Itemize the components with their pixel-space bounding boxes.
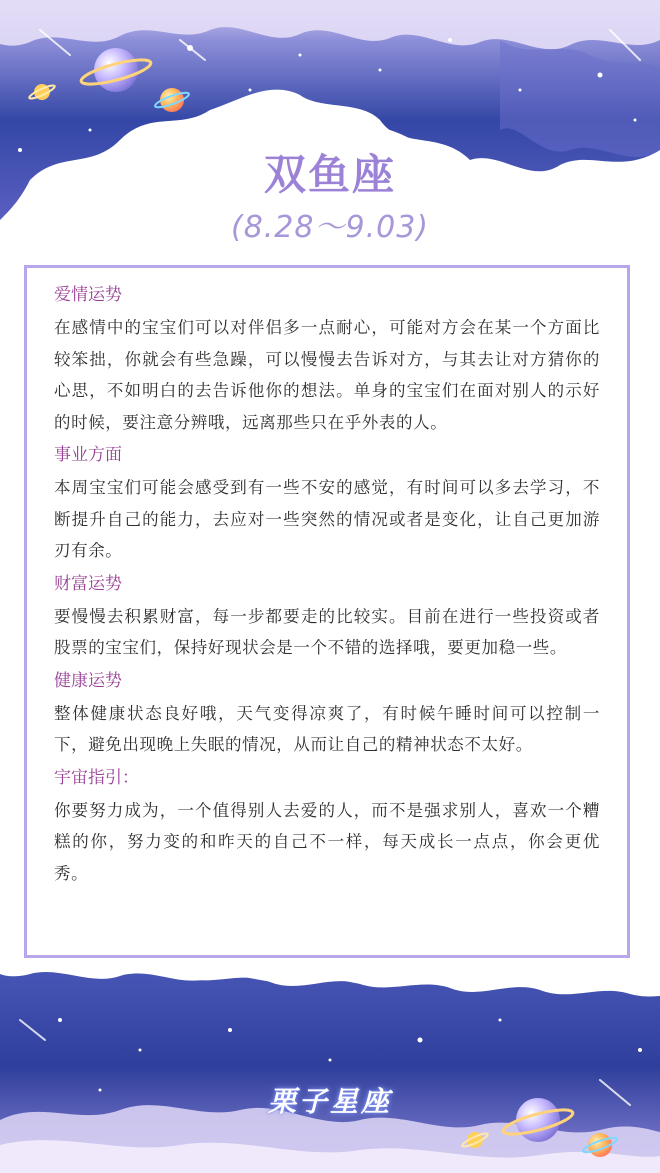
section-career [54, 438, 600, 567]
section-health [54, 664, 600, 761]
section-title: 爱情运势 [54, 285, 122, 305]
bottom-sky-decoration [0, 960, 660, 1173]
section-body: 要慢慢去积累财富，每一步都要走的比较实。目前在进行一些投资或者股票的宝宝们，保持好现状会是一个不错的选择哦，要更加稳一些。 [54, 606, 600, 657]
section-body: 本周宝宝们可能会感受到有一些不安的感觉，有时间可以多去学习，不断提升自己的能力，去应对一些突然的情况或者是变化，让自己更加游刃有余。 [54, 478, 600, 560]
horoscope-card [24, 265, 630, 958]
section-love [54, 278, 600, 438]
section-body: 整体健康状态良好哦，天气变得凉爽了，有时候午睡时间可以控制一下，避免出现晚上失眠的情况，从而让自己的精神状态不太好。 [54, 703, 600, 754]
brand-logo: 栗子星座 [267, 1085, 392, 1118]
section-wealth [54, 567, 600, 664]
section-title: 财富运势 [54, 573, 122, 594]
section-title: 健康运势 [54, 670, 122, 691]
page-title: 双鱼座 [263, 150, 396, 199]
section-body: 在感情中的宝宝们可以对伴侣多一点耐心，可能对方会在某一个方面比较笨拙，你就会有些急躁，可以慢慢去告诉对方，与其去让对方猜你的心思，不如明白的去告诉他你的想法。单身的宝宝们在面对别人的示好的时候，要注意分辨哦，远离那些只在乎外表的人。 [54, 318, 600, 432]
section-title: 宇宙指引： [54, 767, 139, 788]
section-body: 你要努力成为，一个值得别人去爱的人，而不是强求别人，喜欢一个糟糕的你，努力变的和昨天的自己不一样，每天成长一点点，你会更优秀。 [54, 800, 600, 883]
section-title: 事业方面 [54, 445, 122, 465]
date-range: (8.28～9.03) [230, 210, 429, 245]
section-guidance [54, 761, 600, 890]
